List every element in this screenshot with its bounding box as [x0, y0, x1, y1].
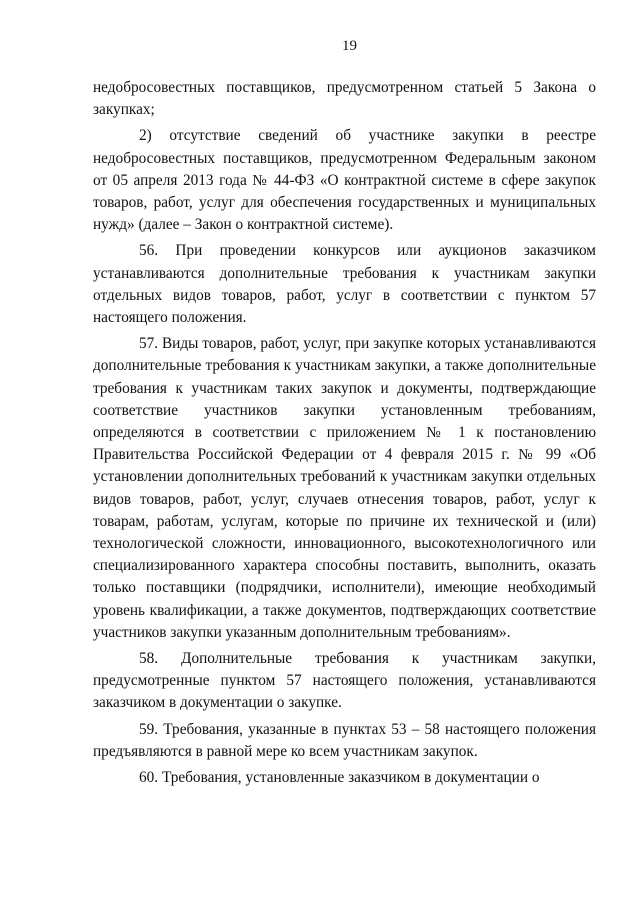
- paragraph-item-2: 2) отсутствие сведений об участнике закупки в реестре недобросовестных поставщиков, предусмотренном Федеральным законом от 05 апреля 2013 года № 44-ФЗ «О контрактной системе в сфере закупок товаров, работ, услуг для обеспечения государственных и муниципальных нужд» (далее – Закон о контрактной системе).: [93, 127, 596, 234]
- paragraph-57: 57. Виды товаров, работ, услуг, при закупке которых устанавливаются дополнительные требования к участникам закупки, а также дополнительные требования к участникам таких закупок и документы, подтверждающие соответствие участников закупки установленным требованиям, определяются в соответствии с приложением № 1 к постановлению Правительства Российской Федерации от 4 февраля 2015 г. № 99 «Об установлении дополнительных требований к участникам закупки отдельных видов товаров, работ, услуг, случаев отнесения товаров, работ, услуг к товарам, работам, услугам, которые по причине их технической и (или) технологической сложности, инновационного, высокотехнологичного или специализированного характера способны поставить, выполнить, оказать только поставщики (подрядчики, исполнители), имеющие необходимый уровень квалификации, а также документов, подтверждающих соответствие участников закупки указанным дополнительным требованиям».: [93, 335, 596, 641]
- paragraph-59: 59. Требования, указанные в пунктах 53 – 58 настоящего положения предъявляются в равной мере ко всем участникам закупок.: [93, 720, 596, 760]
- paragraph-continuation: недобросовестных поставщиков, предусмотренном статьей 5 Закона о закупках;: [93, 79, 596, 119]
- paragraph-60: 60. Требования, установленные заказчиком в документации о: [139, 769, 540, 787]
- paragraph-58: 58. Дополнительные требования к участникам закупки, предусмотренные пунктом 57 настоящего положения, устанавливаются заказчиком в документации о закупке.: [93, 650, 596, 712]
- page-number: 19: [342, 38, 357, 54]
- paragraph-56: 56. При проведении конкурсов или аукционов заказчиком устанавливаются дополнительные требования к участникам закупки отдельных видов товаров, работ, услуг в соответствии с пунктом 57 настоящего положения.: [93, 242, 596, 327]
